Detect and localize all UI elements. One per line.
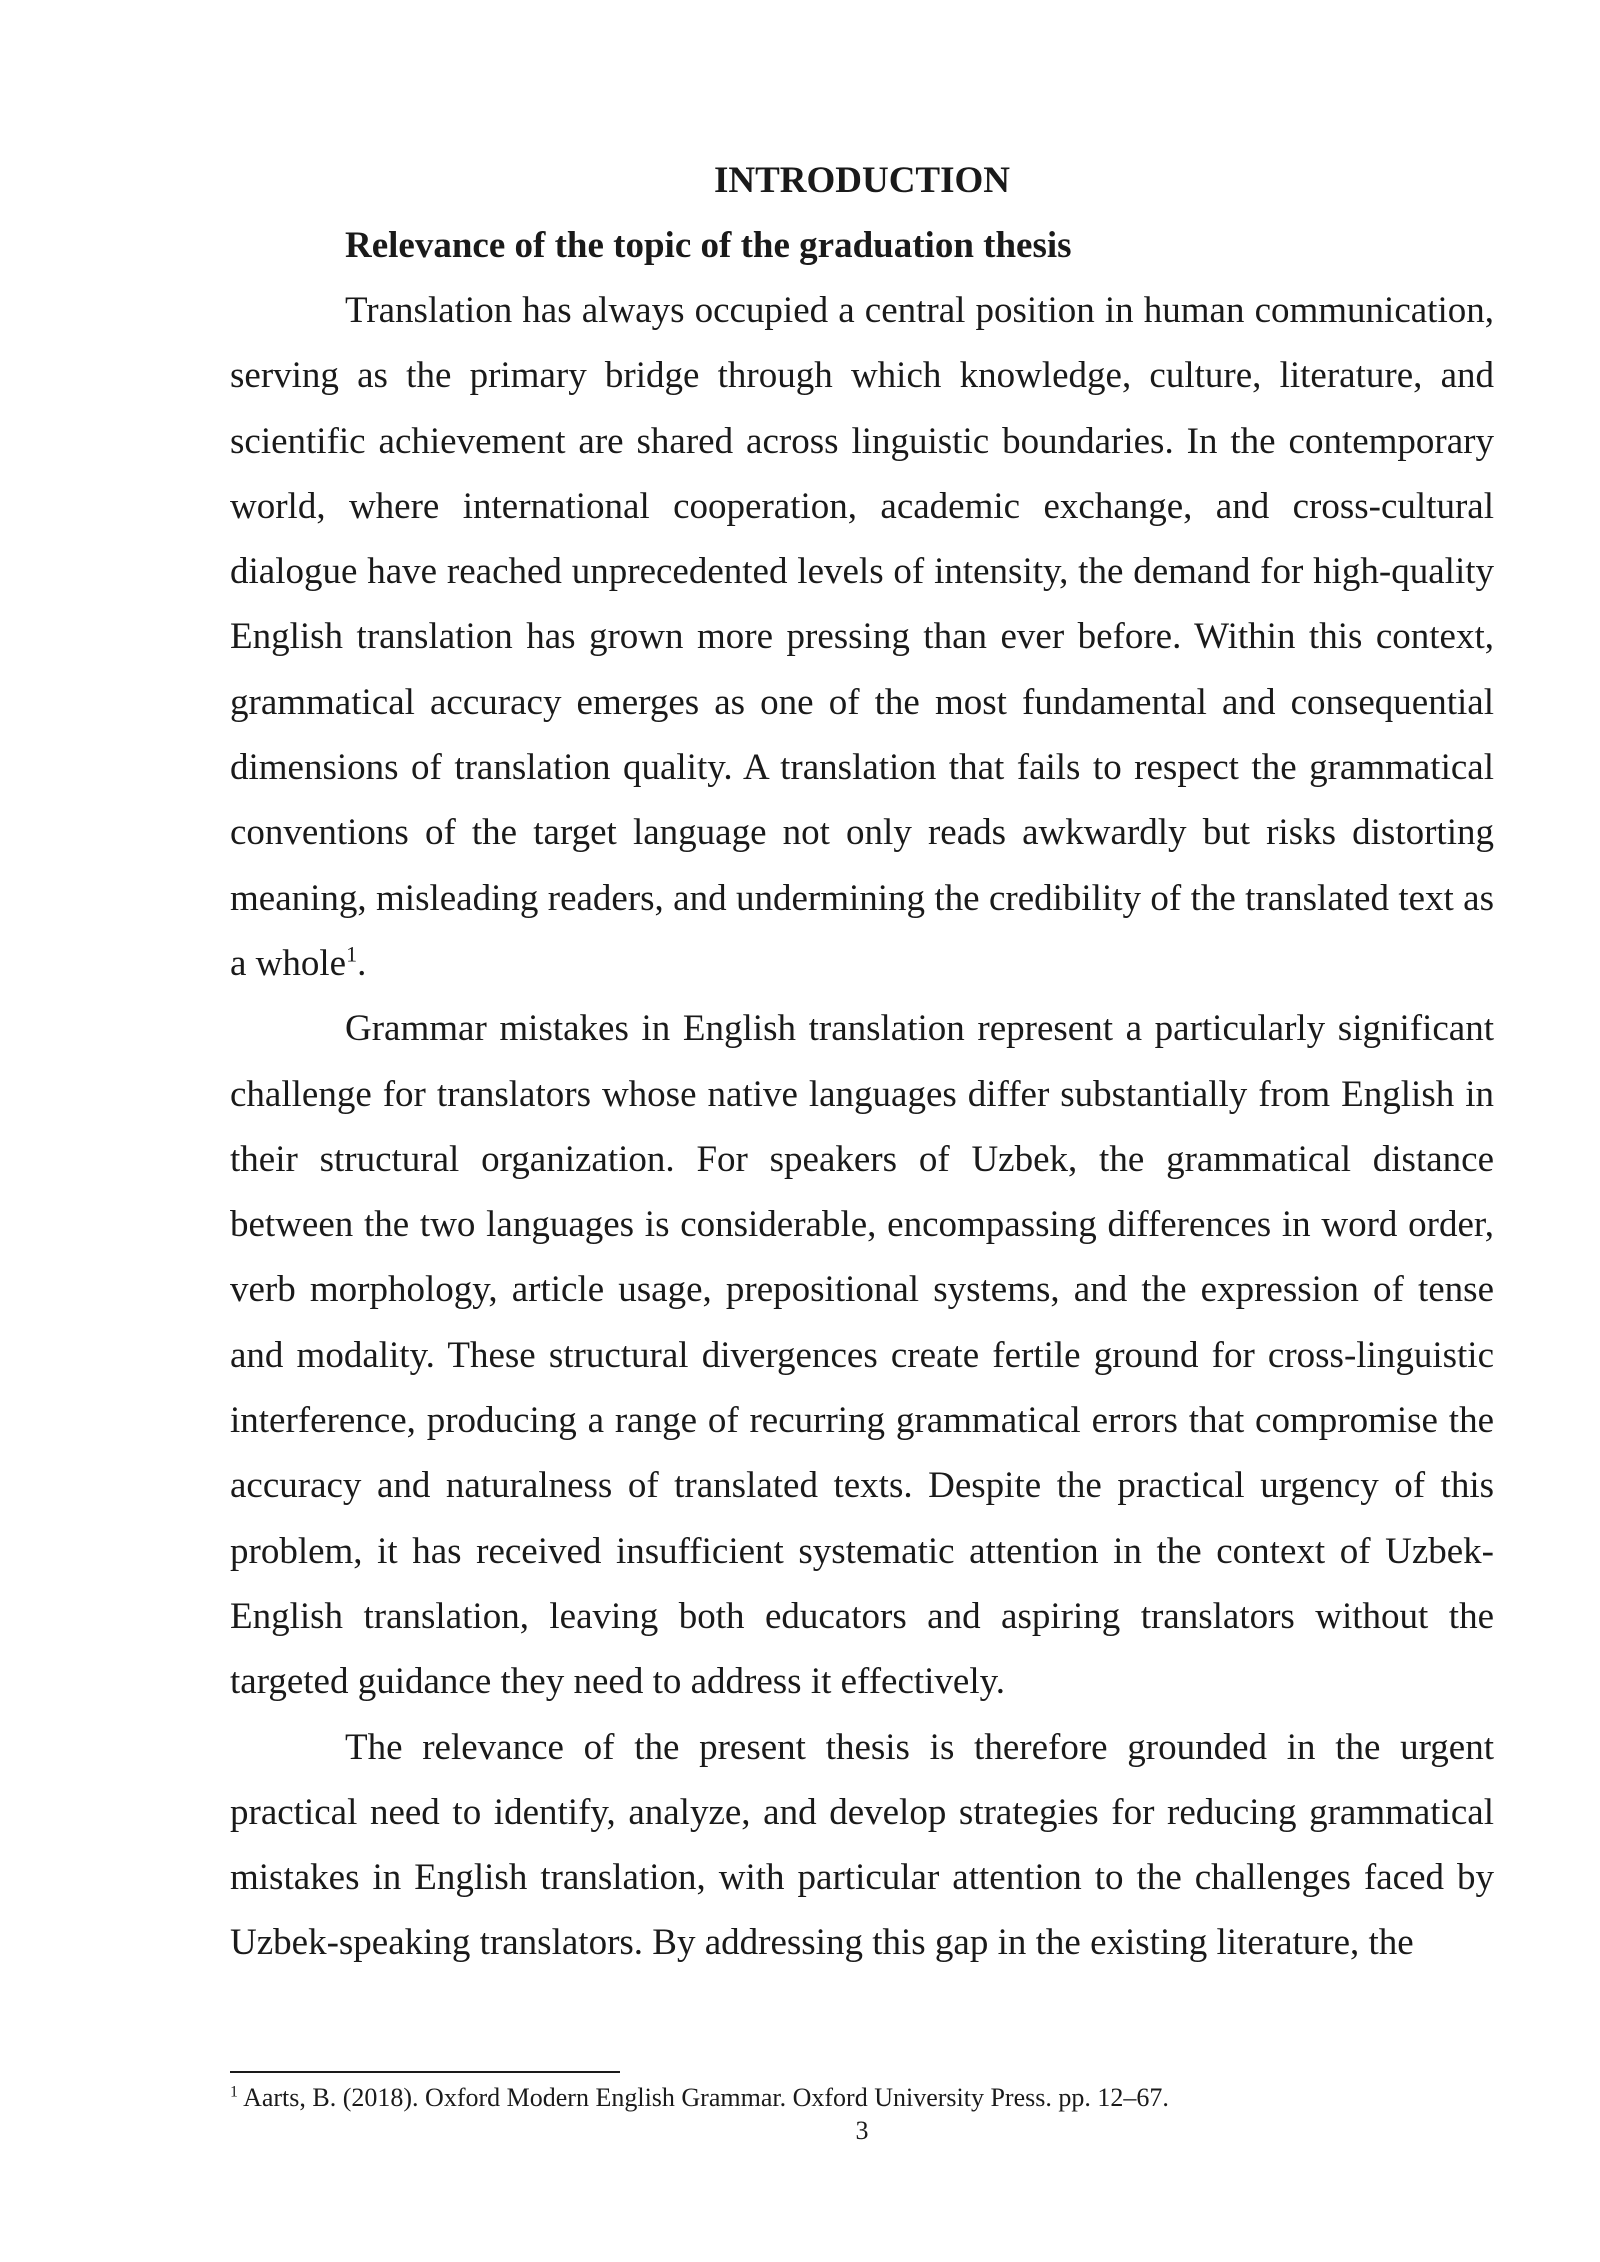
paragraph-2-text: Grammar mistakes in English translation represent a particularly significant challenge for translators whose native languages differ substantially from English in their structural organization. For speakers of Uzbek, the grammatical distance between the two languages is considerable, encompassing differences in word order, verb morphology, article usage, prepositional systems, and the expression of tense and modality. These structural divergences create fertile ground for cross-linguistic interference, producing a range of recurring grammatical errors that compromise the accuracy and naturalness of translated texts. Despite the practical urgency of this problem, it has received insufficient systematic attention in the context of Uzbek-English translation, leaving both educators and aspiring translators without the targeted guidance they need to address it effectively. bbox=[230, 1008, 1494, 1703]
section-subheading: Relevance of the topic of the graduation thesis bbox=[345, 225, 1072, 266]
page-body bbox=[230, 148, 1494, 1976]
paragraph-2 bbox=[230, 996, 1494, 1714]
paragraph-1 bbox=[230, 278, 1494, 996]
footnote-reference[interactable]: 1 bbox=[346, 941, 358, 967]
page-number: 3 bbox=[855, 2116, 869, 2145]
paragraph-3 bbox=[230, 1715, 1494, 1976]
footnote-text: Aarts, B. (2018). Oxford Modern English Grammar. Oxford University Press. pp. 12–67. bbox=[243, 2083, 1169, 2112]
paragraph-1-text: Translation has always occupied a central position in human communication, serving as the primary bridge through which knowledge, culture, literature, and scientific achievement are shared across linguistic boundaries. In the contemporary world, where international cooperation, academic exchange, and cross-cultural dialogue have reached unprecedented levels of intensity, the demand for high-quality English translation has grown more pressing than ever before. Within this context, grammatical accuracy emerges as one of the most fundamental and consequential dimensions of translation quality. A translation that fails to respect the grammatical conventions of the target language not only reads awkwardly but risks distorting meaning, misleading readers, and undermining the credibility of the translated text as a whole bbox=[230, 290, 1494, 984]
page-title: INTRODUCTION bbox=[713, 160, 1011, 201]
footnote bbox=[230, 2080, 1494, 2116]
footnote-separator bbox=[230, 2071, 620, 2073]
paragraph-3-text: The relevance of the present thesis is therefore grounded in the urgent practical need to identify, analyze, and develop strategies for reducing grammatical mistakes in English translation, with particular attention to the challenges faced by Uzbek-speaking translators. By addressing this gap in the existing literature, the bbox=[230, 1726, 1494, 1964]
footnote-marker: 1 bbox=[230, 2083, 238, 2101]
paragraph-1-ending: . bbox=[357, 942, 367, 984]
